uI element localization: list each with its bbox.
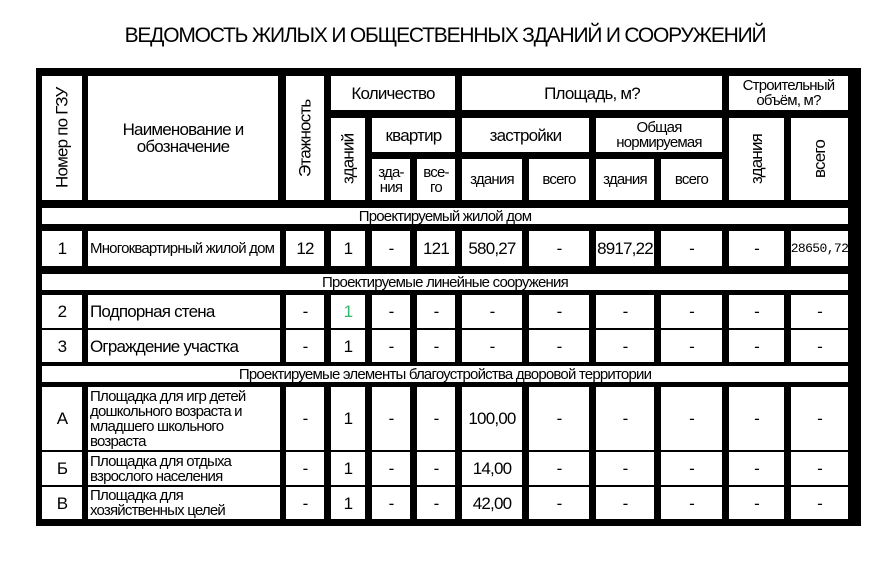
row-cell: - — [661, 487, 722, 519]
row-cell: - — [661, 295, 722, 328]
row-cell: - — [529, 487, 589, 519]
buildings-table — [36, 68, 861, 526]
row-cell: - — [462, 295, 522, 328]
row-name: Ограждение участка — [88, 330, 280, 362]
row-cell: - — [661, 231, 722, 266]
row-cell: - — [417, 452, 455, 485]
row-cell: - — [791, 487, 848, 519]
row-cell: - — [417, 295, 455, 328]
row-number: 3 — [42, 330, 82, 362]
row-cell: 8917,22 — [596, 231, 654, 266]
row-number: В — [42, 487, 82, 519]
row-number: А — [42, 387, 82, 450]
section-title: Проектируемый жилой дом — [42, 208, 848, 224]
header-quantity: Количество — [331, 76, 455, 110]
row-cell: - — [729, 330, 784, 362]
row-cell: - — [529, 295, 589, 328]
row-cell: 12 — [286, 231, 324, 266]
row-cell: - — [286, 487, 324, 519]
row-cell: - — [372, 330, 410, 362]
row-cell: - — [596, 330, 654, 362]
header-volume-building: здания — [729, 118, 784, 200]
row-cell: 121 — [417, 231, 455, 266]
row-cell: - — [729, 387, 784, 450]
section-title: Проектируемые элементы благоустройства дворовой территории — [42, 366, 848, 382]
row-cell: - — [791, 387, 848, 450]
header-num: Номер по ГЗУ — [42, 76, 82, 200]
row-cell: 1 — [331, 387, 365, 450]
header-area: Площадь, м? — [462, 76, 722, 110]
row-cell: - — [729, 452, 784, 485]
row-cell: 1 — [331, 452, 365, 485]
header-qty-apts-total: все-го — [417, 159, 455, 200]
row-cell: - — [286, 295, 324, 328]
header-qty-buildings: зданий — [331, 118, 365, 200]
row-number: Б — [42, 452, 82, 485]
header-norm-total: всего — [661, 159, 722, 200]
row-cell: - — [286, 452, 324, 485]
row-cell: - — [529, 231, 589, 266]
row-number: 1 — [42, 231, 82, 266]
row-cell: - — [791, 452, 848, 485]
header-built-building: здания — [462, 159, 522, 200]
row-cell: - — [791, 330, 848, 362]
row-cell: - — [372, 231, 410, 266]
row-cell: - — [729, 487, 784, 519]
row-cell: - — [596, 295, 654, 328]
row-cell: 42,00 — [462, 487, 522, 519]
row-cell: - — [286, 387, 324, 450]
header-qty-apts-building: зда-ния — [372, 159, 410, 200]
header-built-total: всего — [529, 159, 589, 200]
row-cell: 1 — [331, 295, 365, 328]
row-cell: - — [417, 330, 455, 362]
document-title: ВЕДОМОСТЬ ЖИЛЫХ И ОБЩЕСТВЕННЫХ ЗДАНИЙ И СООРУЖЕНИЙ — [124, 24, 766, 47]
row-cell: 100,00 — [462, 387, 522, 450]
row-cell: - — [372, 452, 410, 485]
row-cell: 28650,72 — [791, 231, 848, 266]
row-cell: 1 — [331, 330, 365, 362]
row-cell: - — [286, 330, 324, 362]
row-cell: - — [372, 295, 410, 328]
row-cell: - — [417, 387, 455, 450]
header-area-built: застройки — [462, 118, 589, 152]
section-title: Проектируемые линейные сооружения — [42, 274, 848, 290]
header-volume-total: всего — [791, 118, 848, 200]
row-number: 2 — [42, 295, 82, 328]
row-cell: - — [529, 387, 589, 450]
row-cell: 580,27 — [462, 231, 522, 266]
row-cell: - — [791, 295, 848, 328]
row-cell: - — [729, 231, 784, 266]
row-cell: - — [372, 387, 410, 450]
row-cell: - — [529, 452, 589, 485]
row-cell: - — [661, 452, 722, 485]
row-cell: - — [596, 487, 654, 519]
row-cell: - — [661, 330, 722, 362]
row-name: Площадка для отдыха взрослого населения — [88, 452, 280, 485]
row-cell: 1 — [331, 487, 365, 519]
row-cell: - — [372, 487, 410, 519]
row-cell: 1 — [331, 231, 365, 266]
row-cell: - — [729, 295, 784, 328]
row-cell: 14,00 — [462, 452, 522, 485]
row-cell: - — [596, 452, 654, 485]
row-name: Площадка для игр детей дошкольного возраста и младшего школьного возраста — [88, 387, 280, 450]
row-cell: - — [661, 387, 722, 450]
header-norm-building: здания — [596, 159, 654, 200]
row-cell: - — [462, 330, 522, 362]
row-cell: - — [529, 330, 589, 362]
row-name: Подпорная стена — [88, 295, 280, 328]
row-cell: - — [596, 387, 654, 450]
header-qty-apts: квартир — [372, 118, 455, 152]
header-area-norm: Общая нормируемая — [596, 118, 722, 152]
header-floors: Этажность — [286, 76, 324, 200]
header-volume: Строительный объём, м? — [729, 76, 848, 110]
header-name: Наименование и обозначение — [88, 76, 278, 200]
row-name: Многоквартирный жилой дом — [88, 231, 280, 266]
row-cell: - — [417, 487, 455, 519]
row-name: Площадка для хозяйственных целей — [88, 487, 280, 519]
